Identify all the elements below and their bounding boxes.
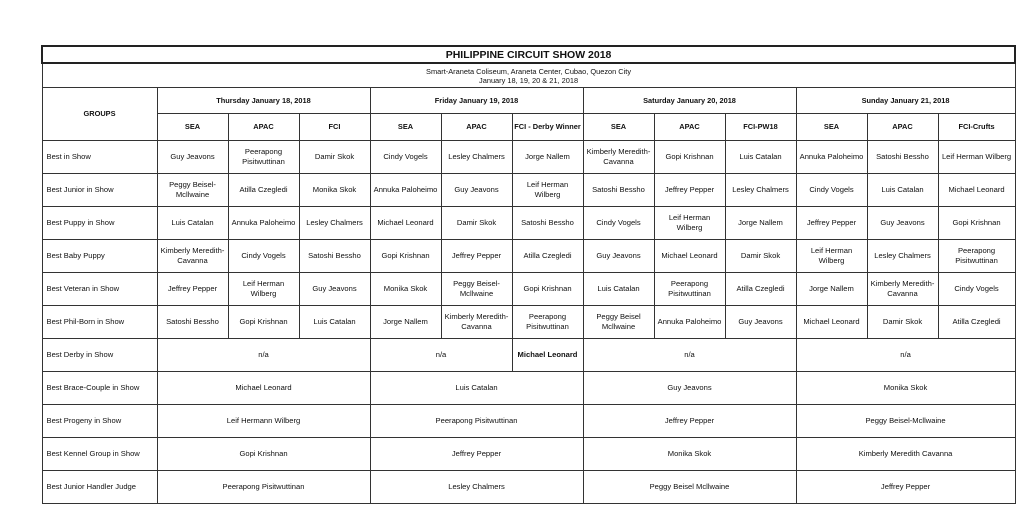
derby-cell-friday: n/a — [370, 339, 512, 372]
judge-cell: Monika Skok — [370, 273, 441, 306]
judge-cell: Luis Catalan — [157, 207, 228, 240]
derby-cell-saturday: n/a — [583, 339, 796, 372]
day-judge-cell: Jeffrey Pepper — [583, 405, 796, 438]
row-label: Best Junior Handler Judge — [42, 471, 157, 504]
day-judge-cell: Jeffrey Pepper — [796, 471, 1015, 504]
judge-cell: Gopi Krishnan — [370, 240, 441, 273]
judge-cell: Cindy Vogels — [228, 240, 299, 273]
column-header: APAC — [441, 114, 512, 141]
derby-cell-thursday: n/a — [157, 339, 370, 372]
table-row — [42, 339, 1015, 372]
document-title: PHILIPPINE CIRCUIT SHOW 2018 — [42, 46, 1015, 63]
day-header-friday: Friday January 19, 2018 — [370, 88, 583, 114]
day-judge-cell: Peggy Beisel-Mcllwaine — [796, 405, 1015, 438]
judge-cell: Satoshi Bessho — [299, 240, 370, 273]
judge-cell: Damir Skok — [725, 240, 796, 273]
row-label: Best in Show — [42, 141, 157, 174]
judge-cell: Lesley Chalmers — [299, 207, 370, 240]
day-judge-cell: Peggy Beisel Mcllwaine — [583, 471, 796, 504]
judge-cell: Peerapong Pisitwuttinan — [654, 273, 725, 306]
judge-cell: Lesley Chalmers — [441, 141, 512, 174]
day-judge-cell: Monika Skok — [583, 438, 796, 471]
day-judge-cell: Jeffrey Pepper — [370, 438, 583, 471]
judge-cell: Satoshi Bessho — [512, 207, 583, 240]
judge-cell: Luis Catalan — [867, 174, 938, 207]
judge-cell: Guy Jeavons — [867, 207, 938, 240]
judge-cell: Lesley Chalmers — [867, 240, 938, 273]
table-row — [42, 405, 1015, 438]
day-judge-cell: Peerapong Pisitwuttinan — [157, 471, 370, 504]
venue-dates — [42, 63, 1015, 88]
judge-cell: Satoshi Bessho — [583, 174, 654, 207]
judge-cell: Monika Skok — [299, 174, 370, 207]
judge-cell: Kimberly Meredith-Cavanna — [157, 240, 228, 273]
judge-cell: Atilla Czegledi — [725, 273, 796, 306]
judge-cell: Annuka Paloheimo — [796, 141, 867, 174]
day-judge-cell: Peerapong Pisitwuttinan — [370, 405, 583, 438]
judge-cell: Guy Jeavons — [157, 141, 228, 174]
judge-cell: Jeffrey Pepper — [654, 174, 725, 207]
judge-cell: Leif Herman Wilberg — [796, 240, 867, 273]
column-header: SEA — [796, 114, 867, 141]
day-header-saturday: Saturday January 20, 2018 — [583, 88, 796, 114]
day-header-thursday: Thursday January 18, 2018 — [157, 88, 370, 114]
judge-cell: Luis Catalan — [725, 141, 796, 174]
schedule-table — [41, 45, 1016, 504]
day-judge-cell: Monika Skok — [796, 372, 1015, 405]
column-header: SEA — [583, 114, 654, 141]
judge-cell: Kimberly Meredith-Cavanna — [441, 306, 512, 339]
day-judge-cell: Luis Catalan — [370, 372, 583, 405]
judge-cell: Luis Catalan — [583, 273, 654, 306]
judge-cell: Atilla Czegledi — [938, 306, 1015, 339]
column-header: SEA — [157, 114, 228, 141]
day-judge-cell: Kimberly Meredith Cavanna — [796, 438, 1015, 471]
judge-cell: Cindy Vogels — [370, 141, 441, 174]
table-row — [42, 207, 1015, 240]
day-judge-cell: Gopi Krishnan — [157, 438, 370, 471]
judge-cell: Jeffrey Pepper — [796, 207, 867, 240]
judge-cell: Lesley Chalmers — [725, 174, 796, 207]
table-row — [42, 471, 1015, 504]
table-row — [42, 438, 1015, 471]
row-label: Best Kennel Group in Show — [42, 438, 157, 471]
judge-cell: Cindy Vogels — [938, 273, 1015, 306]
judge-cell: Satoshi Bessho — [157, 306, 228, 339]
judge-cell: Jorge Nallem — [370, 306, 441, 339]
table-row — [42, 273, 1015, 306]
judge-cell: Leif Herman Wilberg — [512, 174, 583, 207]
judge-cell: Gopi Krishnan — [654, 141, 725, 174]
judge-cell: Leif Herman Wilberg — [938, 141, 1015, 174]
judge-cell: Cindy Vogels — [796, 174, 867, 207]
judge-cell: Damir Skok — [867, 306, 938, 339]
row-label: Best Derby in Show — [42, 339, 157, 372]
judge-cell: Leif Herman Wilberg — [654, 207, 725, 240]
judge-cell: Guy Jeavons — [299, 273, 370, 306]
judge-cell: Guy Jeavons — [725, 306, 796, 339]
row-label: Best Junior in Show — [42, 174, 157, 207]
judge-cell: Gopi Krishnan — [938, 207, 1015, 240]
row-label: Best Puppy in Show — [42, 207, 157, 240]
column-header: FCI - Derby Winner — [512, 114, 583, 141]
judge-cell: Annuka Paloheimo — [370, 174, 441, 207]
judge-cell: Michael Leonard — [370, 207, 441, 240]
groups-header: GROUPS — [42, 88, 157, 141]
judge-cell: Jorge Nallem — [512, 141, 583, 174]
column-header: SEA — [370, 114, 441, 141]
judge-cell: Guy Jeavons — [583, 240, 654, 273]
judge-cell: Peggy Beisel-Mcllwaine — [441, 273, 512, 306]
venue: Smart-Araneta Coliseum, Araneta Center, Cubao, Quezon City — [426, 66, 632, 76]
judge-cell: Jorge Nallem — [796, 273, 867, 306]
judge-cell: Peerapong Pisitwuttinan — [228, 141, 299, 174]
column-header: FCI-Crufts — [938, 114, 1015, 141]
day-judge-cell: Michael Leonard — [157, 372, 370, 405]
row-label: Best Progeny in Show — [42, 405, 157, 438]
judge-cell: Peggy Beisel-Mcllwaine — [157, 174, 228, 207]
judge-cell: Peerapong Pisitwuttinan — [938, 240, 1015, 273]
judge-cell: Peerapong Pisitwuttinan — [512, 306, 583, 339]
derby-cell-friday-fci: Michael Leonard — [512, 339, 583, 372]
day-judge-cell: Guy Jeavons — [583, 372, 796, 405]
judge-cell: Peggy Beisel Mcllwaine — [583, 306, 654, 339]
judge-cell: Kimberly Meredith-Cavanna — [583, 141, 654, 174]
judge-cell: Damir Skok — [299, 141, 370, 174]
judge-cell: Atilla Czegledi — [228, 174, 299, 207]
judge-cell: Jeffrey Pepper — [157, 273, 228, 306]
judge-cell: Gopi Krishnan — [512, 273, 583, 306]
table-row — [42, 372, 1015, 405]
table-row — [42, 141, 1015, 174]
table-row — [42, 306, 1015, 339]
table-row — [42, 174, 1015, 207]
table-row — [42, 240, 1015, 273]
day-header-sunday: Sunday January 21, 2018 — [796, 88, 1015, 114]
column-header: FCI — [299, 114, 370, 141]
derby-cell-sunday: n/a — [796, 339, 1015, 372]
judge-cell: Annuka Paloheimo — [228, 207, 299, 240]
row-label: Best Brace-Couple in Show — [42, 372, 157, 405]
judge-cell: Michael Leonard — [796, 306, 867, 339]
dates: January 18, 19, 20 & 21, 2018 — [479, 75, 579, 85]
row-label: Best Baby Puppy — [42, 240, 157, 273]
day-judge-cell: Leif Hermann Wilberg — [157, 405, 370, 438]
judge-cell: Satoshi Bessho — [867, 141, 938, 174]
judge-cell: Atilla Czegledi — [512, 240, 583, 273]
column-header: APAC — [654, 114, 725, 141]
judge-cell: Michael Leonard — [654, 240, 725, 273]
column-header: APAC — [867, 114, 938, 141]
judge-cell: Leif Herman Wilberg — [228, 273, 299, 306]
row-label: Best Phil-Born in Show — [42, 306, 157, 339]
judge-cell: Kimberly Meredith-Cavanna — [867, 273, 938, 306]
column-header: APAC — [228, 114, 299, 141]
judge-cell: Damir Skok — [441, 207, 512, 240]
judge-cell: Jeffrey Pepper — [441, 240, 512, 273]
judge-cell: Gopi Krishnan — [228, 306, 299, 339]
column-header: FCI-PW18 — [725, 114, 796, 141]
judge-cell: Luis Catalan — [299, 306, 370, 339]
judge-cell: Jorge Nallem — [725, 207, 796, 240]
judge-cell: Cindy Vogels — [583, 207, 654, 240]
judge-cell: Annuka Paloheimo — [654, 306, 725, 339]
row-label: Best Veteran in Show — [42, 273, 157, 306]
judge-cell: Guy Jeavons — [441, 174, 512, 207]
judge-cell: Michael Leonard — [938, 174, 1015, 207]
day-judge-cell: Lesley Chalmers — [370, 471, 583, 504]
